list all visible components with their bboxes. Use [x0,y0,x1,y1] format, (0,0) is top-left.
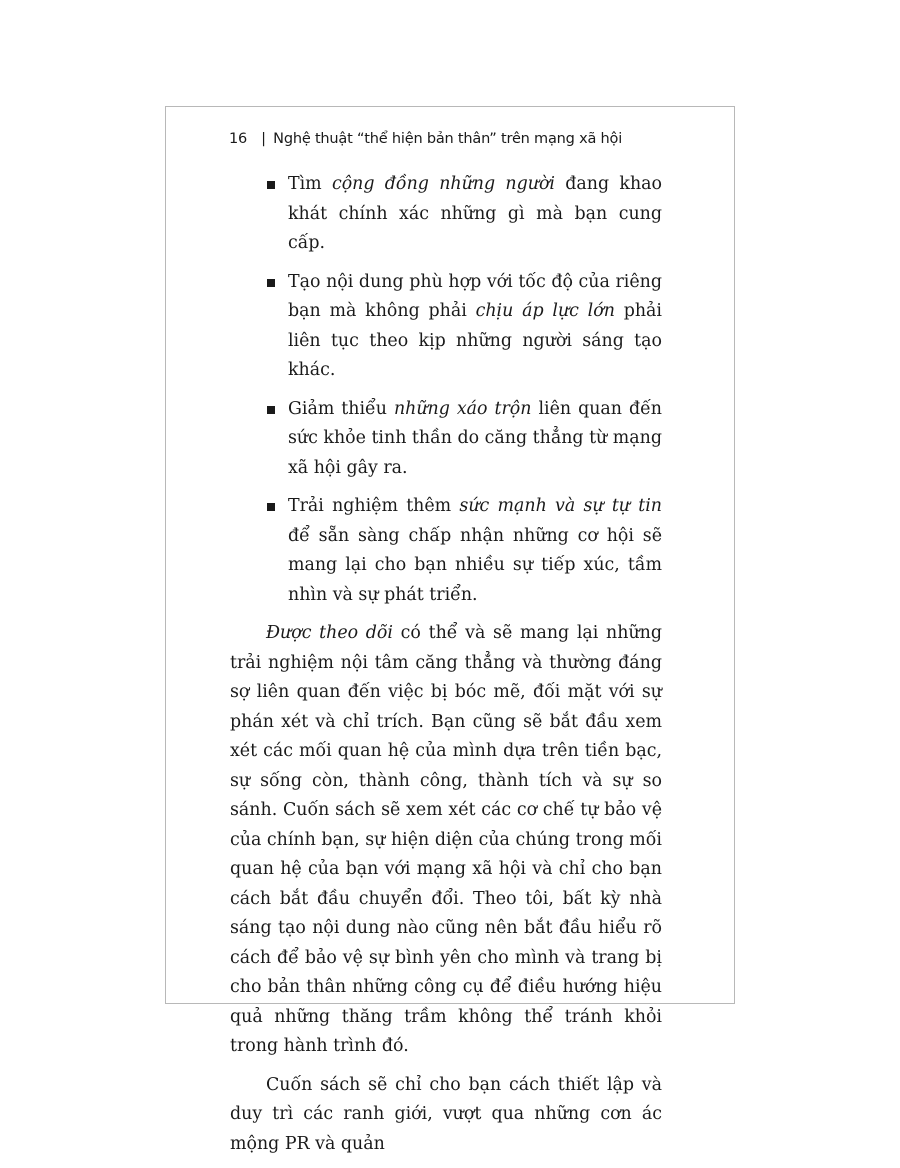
emphasis: chịu áp lực lớn [475,301,615,321]
running-header [229,131,622,147]
emphasis: sức mạnh và sự tự tin [459,496,662,516]
paragraph: Được theo dõi có thể và sẽ mang lại những trải nghiệm nội tâm căng thẳng và thường đáng sợ liên quan đến việc bị bóc mẽ, đối mặt với sự phán xét và chỉ trích. Bạn cũng sẽ bắt đầu xem xét các mối quan hệ của mình dựa trên tiền bạc, sự sống còn, thành công, thành tích và sự so sánh. Cuốn sách sẽ xem xét các cơ chế tự bảo vệ của chính bạn, sự hiện diện của chúng trong mối quan hệ của bạn với mạng xã hội và chỉ cho bạn cách bắt đầu chuyển đổi. Theo tôi, bất kỳ nhà sáng tạo nội dung nào cũng nên bắt đầu hiểu rõ cách để bảo vệ sự bình yên cho mình và trang bị cho bản thân những công cụ để điều hướng hiệu quả những thăng trầm không thể tránh khỏi trong hành trình đó. [230,623,662,1056]
square-bullet-icon [267,279,275,287]
book-title: Nghệ thuật “thể hiện bản thân” trên mạng xã hội [273,131,623,147]
list-item [230,395,662,484]
list-item-text: Tạo nội dung phù hợp với tốc độ của riêng bạn mà không phải chịu áp lực lớn phải liên tục theo kịp những người sáng tạo khác. [288,271,662,380]
paragraph: Cuốn sách sẽ chỉ cho bạn cách thiết lập và duy trì các ranh giới, vượt qua những cơn ác mộng PR và quản [230,1074,662,1154]
square-bullet-icon [267,181,275,189]
header-separator: | [261,131,266,147]
list-item [230,170,662,259]
body-text [230,170,662,1168]
square-bullet-icon [267,503,275,511]
list-item [230,492,662,610]
page-number: 16 [229,131,248,147]
list-item [230,268,662,386]
emphasis: những xáo trộn [393,398,532,419]
bullet-list [230,170,662,610]
emphasis: Được theo dõi [266,623,393,643]
list-item-text: Trải nghiệm thêm sức mạnh và sự tự tin để sẵn sàng chấp nhận những cơ hội sẽ mang lại cho bạn nhiều sự tiếp xúc, tầm nhìn và sự phát triển. [288,496,662,605]
square-bullet-icon [267,406,275,414]
list-item-text: Giảm thiểu những xáo trộn liên quan đến sức khỏe tinh thần do căng thẳng từ mạng xã hội gây ra. [288,398,662,478]
list-item-text: Tìm cộng đồng những người đang khao khát chính xác những gì mà bạn cung cấp. [288,174,663,253]
emphasis: cộng đồng những người [331,174,555,194]
